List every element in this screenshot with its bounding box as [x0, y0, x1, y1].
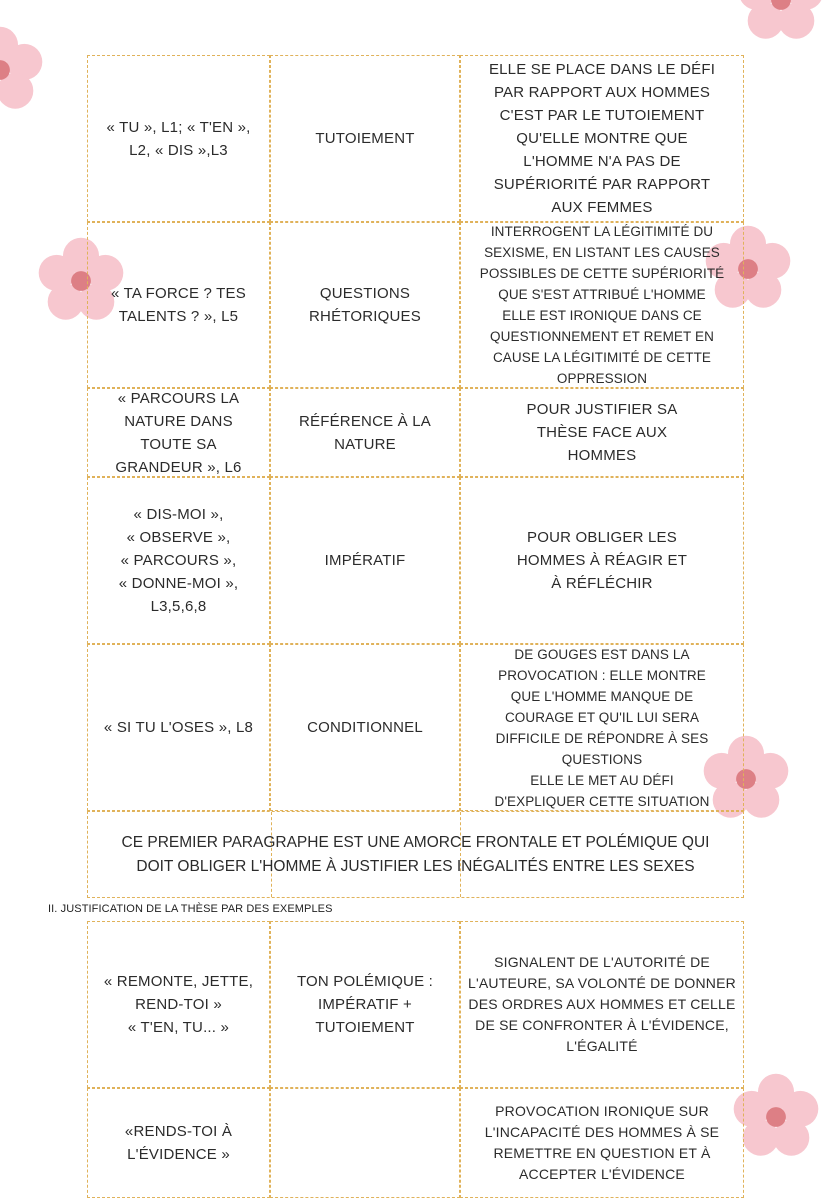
- procede-cell: RÉFÉRENCE À LA NATURE: [270, 388, 460, 477]
- table-row: [87, 222, 744, 388]
- interpretation-cell: DE GOUGES EST DANS LA PROVOCATION : ELLE MONTRE QUE L'HOMME MANQUE DE COURAGE ET QU'IL LUI SERA DIFFICILE DE RÉPONDRE À SES QUESTIONS ELLE LE MET AU DÉFI D'EXPLIQUER CETTE SITUATION: [460, 644, 744, 811]
- quote-cell: « SI TU L'OSES », L8: [87, 644, 270, 811]
- interpretation-cell: POUR JUSTIFIER SA THÈSE FACE AUX HOMMES: [460, 388, 744, 477]
- quote-cell: «RENDS-TOI À L'ÉVIDENCE »: [87, 1088, 270, 1198]
- procede-cell: QUESTIONS RHÉTORIQUES: [270, 222, 460, 388]
- table-row: [87, 388, 744, 477]
- interpretation-cell: PROVOCATION IRONIQUE SUR L'INCAPACITÉ DES HOMMES À SE REMETTRE EN QUESTION ET À ACCEPTER L'ÉVIDENCE: [460, 1088, 744, 1198]
- quote-cell: « DIS-MOI », « OBSERVE », « PARCOURS », « DONNE-MOI », L3,5,6,8: [87, 477, 270, 644]
- quote-cell: « REMONTE, JETTE, REND-TOI » « T'EN, TU... »: [87, 921, 270, 1088]
- quote-cell: « PARCOURS LA NATURE DANS TOUTE SA GRANDEUR », L6: [87, 388, 270, 477]
- interpretation-cell: POUR OBLIGER LES HOMMES À RÉAGIR ET À RÉFLÉCHIR: [460, 477, 744, 644]
- quote-cell: « TA FORCE ? TES TALENTS ? », L5: [87, 222, 270, 388]
- procede-cell: TON POLÉMIQUE : IMPÉRATIF + TUTOIEMENT: [270, 921, 460, 1088]
- interpretation-cell: SIGNALENT DE L'AUTORITÉ DE L'AUTEURE, SA VOLONTÉ DE DONNER DES ORDRES AUX HOMMES ET CELLE DE SE CONFRONTER À L'ÉVIDENCE, L'ÉGALITÉ: [460, 921, 744, 1088]
- procede-cell: CONDITIONNEL: [270, 644, 460, 811]
- procede-cell: TUTOIEMENT: [270, 55, 460, 222]
- procede-cell: IMPÉRATIF: [270, 477, 460, 644]
- conclusion-text: CE PREMIER PARAGRAPHE EST UNE AMORCE FRONTALE ET POLÉMIQUE QUI DOIT OBLIGER L'HOMME À JUSTIFIER LES INÉGALITÉS ENTRE LES SEXES: [121, 833, 710, 875]
- section-title: II. JUSTIFICATION DE LA THÈSE PAR DES EXEMPLES: [48, 903, 333, 915]
- table-row: [87, 921, 744, 1088]
- table-row: [87, 1088, 744, 1198]
- procede-cell: [270, 1088, 460, 1198]
- table-row: [87, 644, 744, 811]
- flower-icon: [736, 0, 826, 45]
- conclusion-row: [87, 811, 744, 898]
- table-row: [87, 477, 744, 644]
- quote-cell: « TU », L1; « T'EN », L2, « DIS »,L3: [87, 55, 270, 222]
- table-row: [87, 55, 744, 222]
- interpretation-cell: INTERROGENT LA LÉGITIMITÉ DU SEXISME, EN LISTANT LES CAUSES POSSIBLES DE CETTE SUPÉRIORITÉ QUE S'EST ATTRIBUÉ L'HOMME ELLE EST IRONIQUE DANS CE QUESTIONNEMENT ET REMET EN CAUSE LA LÉGITIMITÉ DE CETTE OPPRESSION: [460, 222, 744, 388]
- interpretation-cell: ELLE SE PLACE DANS LE DÉFI PAR RAPPORT AUX HOMMES C'EST PAR LE TUTOIEMENT QU'ELLE MONTRE QUE L'HOMME N'A PAS DE SUPÉRIORITÉ PAR RAPPORT AUX FEMMES: [460, 55, 744, 222]
- flower-icon: [0, 25, 45, 115]
- flower-icon: [731, 1072, 821, 1162]
